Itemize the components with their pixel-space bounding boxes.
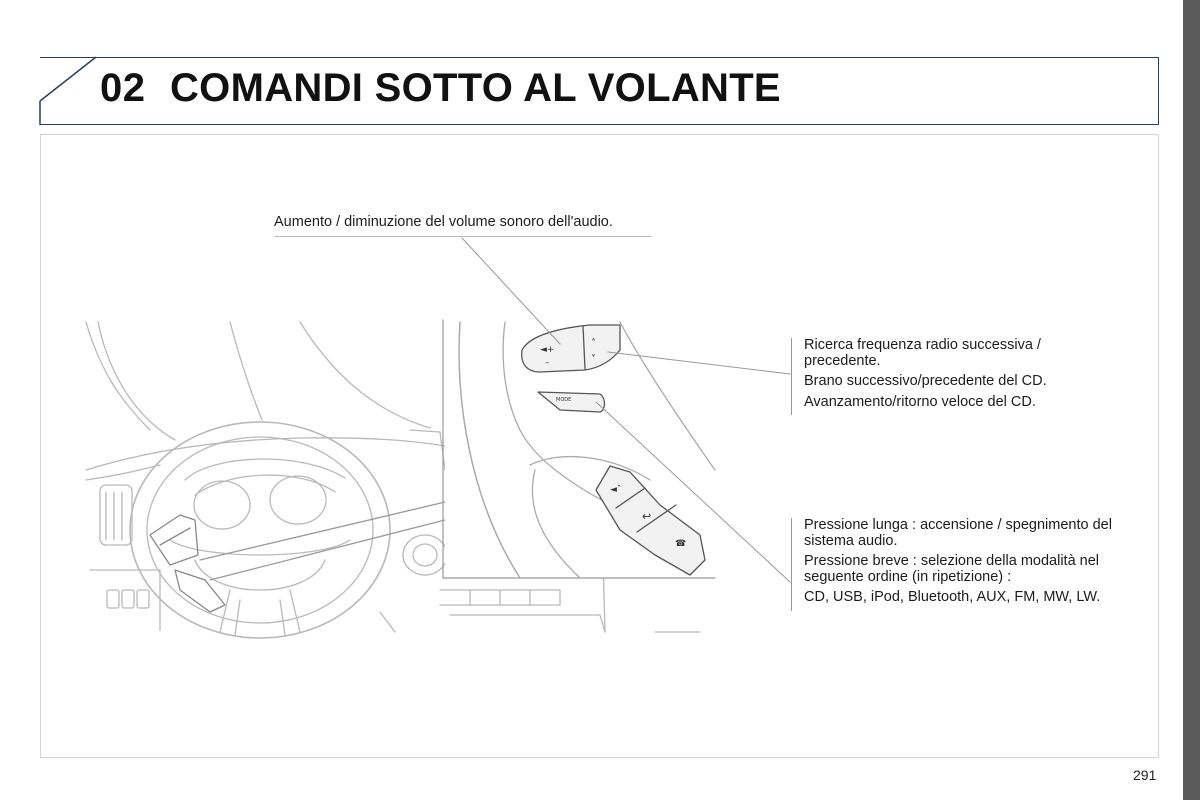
- svg-text:˄: ˄: [591, 338, 596, 349]
- mode-annotation-sources: CD, USB, iPod, Bluetooth, AUX, FM, MW, LW.: [804, 589, 1101, 605]
- mode-button-label: MODE: [556, 397, 572, 403]
- svg-text:◄+: ◄+: [540, 345, 555, 355]
- mode-annotation-short-press: Pressione breve : selezione della modalità nel seguente ordine (in ripetizione) :: [804, 553, 1100, 585]
- mode-annotation-long-press: Pressione lunga : accensione / spegnimento del sistema audio.: [804, 517, 1112, 549]
- volume-annotation-rule: [274, 236, 652, 237]
- seek-annotation-cd-track: Brano successivo/precedente del CD.: [804, 373, 1047, 389]
- seek-annotation-group: [791, 338, 1114, 415]
- chapter-number: 02: [100, 66, 146, 110]
- volume-annotation: Aumento / diminuzione del volume sonoro dell'audio.: [274, 214, 613, 230]
- svg-text:↩: ↩: [642, 510, 652, 523]
- svg-text:˅: ˅: [591, 354, 596, 365]
- svg-text:–: –: [545, 358, 550, 368]
- chapter-title: COMANDI SOTTO AL VOLANTE: [170, 66, 781, 110]
- seek-annotation-radio: Ricerca frequenza radio successiva / precedente.: [804, 337, 1041, 369]
- seek-annotation-cd-fast: Avanzamento/ritorno veloce del CD.: [804, 393, 1036, 410]
- svg-text:☎: ☎: [675, 539, 687, 549]
- page-number: 291: [1133, 767, 1157, 783]
- mode-annotation-group: [791, 518, 1119, 611]
- svg-text:◄ˆ: ◄ˆ: [610, 485, 622, 495]
